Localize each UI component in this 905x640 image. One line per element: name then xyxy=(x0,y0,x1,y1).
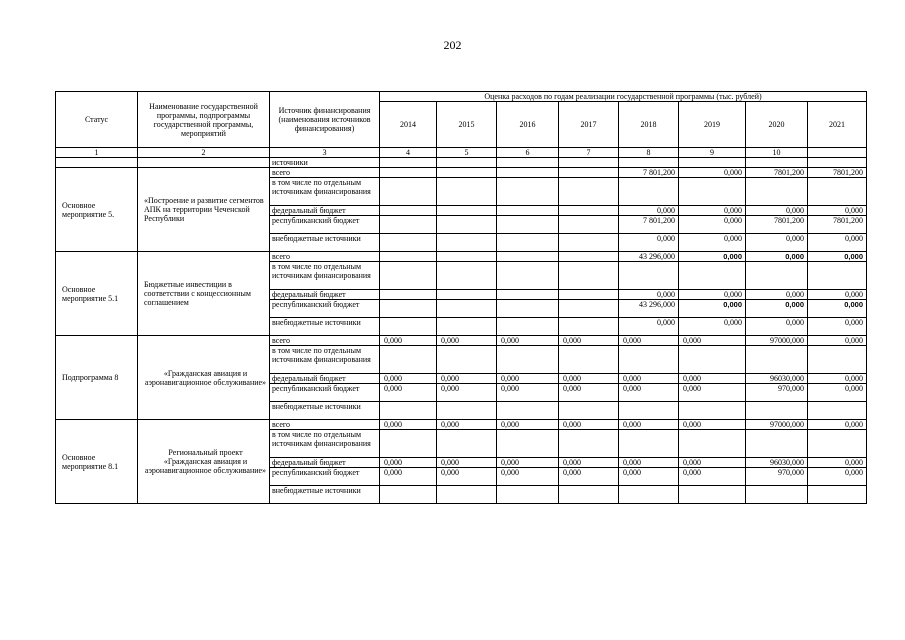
value-cell xyxy=(808,262,867,290)
source-cell: в том числе по отдельным источникам финансирования xyxy=(270,262,380,290)
column-index-cell: 3 xyxy=(270,148,380,158)
value-cell xyxy=(497,430,559,458)
value-cell xyxy=(679,486,746,504)
value-cell: 0,000 xyxy=(619,374,679,384)
value-cell: 0,000 xyxy=(679,168,746,178)
value-cell: 43 296,000 xyxy=(619,252,679,262)
value-cell xyxy=(559,216,619,234)
value-cell: 0,000 xyxy=(746,318,808,336)
value-cell xyxy=(437,216,497,234)
value-cell: 0,000 xyxy=(619,468,679,486)
value-cell: 0,000 xyxy=(746,234,808,252)
value-cell xyxy=(380,318,437,336)
value-cell xyxy=(619,486,679,504)
value-cell xyxy=(380,430,437,458)
value-cell xyxy=(559,262,619,290)
value-cell: 0,000 xyxy=(808,252,867,262)
header-year: 2019 xyxy=(679,102,746,148)
name-cell: Бюджетные инвестиции в соответствии с концессионным соглашением xyxy=(138,252,270,336)
value-cell: 0,000 xyxy=(437,336,497,346)
value-cell: 0,000 xyxy=(808,420,867,430)
value-cell xyxy=(497,290,559,300)
value-cell xyxy=(679,262,746,290)
source-cell: в том числе по отдельным источникам финансирования xyxy=(270,346,380,374)
source-cell: всего xyxy=(270,252,380,262)
column-index-cell: 7 xyxy=(559,148,619,158)
value-cell: 0,000 xyxy=(380,336,437,346)
value-cell: 0,000 xyxy=(746,252,808,262)
value-cell: 0,000 xyxy=(679,384,746,402)
value-cell: 0,000 xyxy=(808,374,867,384)
value-cell: 0,000 xyxy=(679,216,746,234)
value-cell xyxy=(380,216,437,234)
source-cell: внебюджетные источники xyxy=(270,402,380,420)
header-year: 2020 xyxy=(746,102,808,148)
source-cell: республиканский бюджет xyxy=(270,384,380,402)
header-year: 2018 xyxy=(619,102,679,148)
value-cell xyxy=(746,402,808,420)
column-index-cell: 10 xyxy=(746,148,808,158)
value-cell: 0,000 xyxy=(437,458,497,468)
value-cell xyxy=(437,252,497,262)
header-year: 2015 xyxy=(437,102,497,148)
value-cell: 0,000 xyxy=(559,468,619,486)
source-cell: источники xyxy=(270,158,380,168)
value-cell: 0,000 xyxy=(497,384,559,402)
value-cell xyxy=(746,262,808,290)
value-cell xyxy=(437,318,497,336)
value-cell xyxy=(497,206,559,216)
source-cell: в том числе по отдельным источникам финансирования xyxy=(270,430,380,458)
value-cell: 0,000 xyxy=(679,234,746,252)
table-row xyxy=(56,252,867,262)
value-cell: 0,000 xyxy=(437,374,497,384)
value-cell xyxy=(380,402,437,420)
value-cell: 0,000 xyxy=(497,374,559,384)
value-cell: 0,000 xyxy=(808,206,867,216)
column-index-row xyxy=(56,148,867,158)
value-cell xyxy=(380,486,437,504)
value-cell xyxy=(559,234,619,252)
value-cell xyxy=(679,178,746,206)
value-cell: 0,000 xyxy=(619,318,679,336)
value-cell xyxy=(437,206,497,216)
source-cell: внебюджетные источники xyxy=(270,234,380,252)
source-cell: в том числе по отдельным источникам финансирования xyxy=(270,178,380,206)
header-year: 2016 xyxy=(497,102,559,148)
value-cell xyxy=(380,206,437,216)
value-cell: 0,000 xyxy=(437,384,497,402)
value-cell: 0,000 xyxy=(746,290,808,300)
value-cell: 0,000 xyxy=(679,206,746,216)
value-cell: 0,000 xyxy=(559,458,619,468)
value-cell: 0,000 xyxy=(679,336,746,346)
name-cell: Региональный проект «Гражданская авиация и аэронавигационное обслуживание» xyxy=(138,420,270,504)
column-index-cell: 5 xyxy=(437,148,497,158)
value-cell: 0,000 xyxy=(619,206,679,216)
value-cell xyxy=(437,300,497,318)
header-name: Наименование государственной программы, подпрограммы государственной программы, мероприятий xyxy=(138,92,270,148)
table-row xyxy=(56,336,867,346)
value-cell: 0,000 xyxy=(497,468,559,486)
value-cell: 0,000 xyxy=(808,458,867,468)
value-cell xyxy=(808,178,867,206)
value-cell xyxy=(380,300,437,318)
value-cell: 7 801,200 xyxy=(619,216,679,234)
header-source: Источник финансирования (наименования источников финансирования) xyxy=(270,92,380,148)
value-cell: 7801,200 xyxy=(746,168,808,178)
value-cell xyxy=(559,290,619,300)
value-cell: 0,000 xyxy=(679,300,746,318)
value-cell: 0,000 xyxy=(437,468,497,486)
value-cell: 0,000 xyxy=(808,290,867,300)
column-index-cell: 1 xyxy=(56,148,138,158)
header-estimate: Оценка расходов по годам реализации государственной программы (тыс. рублей) xyxy=(380,92,867,102)
value-cell xyxy=(619,430,679,458)
value-cell xyxy=(808,430,867,458)
value-cell xyxy=(497,486,559,504)
value-cell xyxy=(497,402,559,420)
value-cell: 7801,200 xyxy=(808,168,867,178)
value-cell xyxy=(559,168,619,178)
value-cell xyxy=(679,402,746,420)
source-cell: всего xyxy=(270,420,380,430)
value-cell: 97000,000 xyxy=(746,420,808,430)
value-cell: 0,000 xyxy=(559,420,619,430)
column-index-cell: 6 xyxy=(497,148,559,158)
value-cell: 0,000 xyxy=(559,384,619,402)
name-cell: «Построение и развитие сегментов АПК на территории Чеченской Республики xyxy=(138,168,270,252)
value-cell xyxy=(437,262,497,290)
source-cell: внебюджетные источники xyxy=(270,318,380,336)
status-cell: Основное мероприятие 8.1 xyxy=(56,420,138,504)
value-cell xyxy=(619,262,679,290)
value-cell xyxy=(437,168,497,178)
value-cell xyxy=(497,346,559,374)
expenditure-table xyxy=(55,91,867,504)
value-cell xyxy=(497,300,559,318)
value-cell: 0,000 xyxy=(808,234,867,252)
page-number: 202 xyxy=(443,38,462,52)
source-cell: всего xyxy=(270,168,380,178)
source-cell: республиканский бюджет xyxy=(270,216,380,234)
value-cell xyxy=(380,234,437,252)
value-cell: 0,000 xyxy=(619,336,679,346)
column-index-cell xyxy=(808,148,867,158)
value-cell: 0,000 xyxy=(679,290,746,300)
value-cell: 0,000 xyxy=(808,336,867,346)
value-cell: 0,000 xyxy=(380,374,437,384)
table-body xyxy=(56,148,867,504)
value-cell xyxy=(437,346,497,374)
value-cell xyxy=(497,234,559,252)
value-cell: 0,000 xyxy=(679,468,746,486)
value-cell: 0,000 xyxy=(808,384,867,402)
value-cell: 0,000 xyxy=(497,420,559,430)
table-header xyxy=(56,92,867,148)
value-cell: 0,000 xyxy=(559,374,619,384)
value-cell xyxy=(437,178,497,206)
value-cell xyxy=(380,262,437,290)
value-cell xyxy=(559,346,619,374)
value-cell: 43 296,000 xyxy=(619,300,679,318)
value-cell: 0,000 xyxy=(619,384,679,402)
carry-over-row xyxy=(56,158,867,168)
value-cell: 0,000 xyxy=(380,458,437,468)
value-cell: 0,000 xyxy=(808,318,867,336)
value-cell: 0,000 xyxy=(437,420,497,430)
value-cell: 97000,000 xyxy=(746,336,808,346)
value-cell: 0,000 xyxy=(679,458,746,468)
column-index-cell: 4 xyxy=(380,148,437,158)
value-cell xyxy=(380,178,437,206)
value-cell xyxy=(497,216,559,234)
value-cell xyxy=(619,178,679,206)
value-cell xyxy=(746,486,808,504)
value-cell xyxy=(619,346,679,374)
value-cell: 7801,200 xyxy=(808,216,867,234)
value-cell: 0,000 xyxy=(808,468,867,486)
value-cell: 0,000 xyxy=(808,300,867,318)
source-cell: внебюджетные источники xyxy=(270,486,380,504)
value-cell xyxy=(559,486,619,504)
value-cell xyxy=(559,430,619,458)
value-cell xyxy=(559,300,619,318)
value-cell: 0,000 xyxy=(497,458,559,468)
value-cell xyxy=(679,430,746,458)
value-cell xyxy=(437,290,497,300)
name-cell: «Гражданская авиация и аэронавигационное обслуживание» xyxy=(138,336,270,420)
source-cell: республиканский бюджет xyxy=(270,468,380,486)
column-index-cell: 9 xyxy=(679,148,746,158)
value-cell xyxy=(746,430,808,458)
value-cell: 970,000 xyxy=(746,384,808,402)
value-cell xyxy=(380,168,437,178)
value-cell xyxy=(559,206,619,216)
table-row xyxy=(56,168,867,178)
value-cell: 970,000 xyxy=(746,468,808,486)
source-cell: республиканский бюджет xyxy=(270,300,380,318)
value-cell xyxy=(437,486,497,504)
value-cell xyxy=(497,178,559,206)
value-cell: 0,000 xyxy=(679,374,746,384)
value-cell: 0,000 xyxy=(679,252,746,262)
value-cell: 0,000 xyxy=(679,420,746,430)
value-cell xyxy=(437,430,497,458)
value-cell: 0,000 xyxy=(380,420,437,430)
value-cell: 0,000 xyxy=(380,384,437,402)
source-cell: федеральный бюджет xyxy=(270,374,380,384)
value-cell xyxy=(619,402,679,420)
value-cell: 0,000 xyxy=(679,318,746,336)
value-cell xyxy=(497,318,559,336)
value-cell xyxy=(380,290,437,300)
value-cell: 0,000 xyxy=(380,468,437,486)
value-cell: 96030,000 xyxy=(746,374,808,384)
value-cell: 0,000 xyxy=(559,336,619,346)
value-cell xyxy=(559,252,619,262)
value-cell: 0,000 xyxy=(746,300,808,318)
value-cell: 7801,200 xyxy=(746,216,808,234)
value-cell: 0,000 xyxy=(619,458,679,468)
value-cell xyxy=(380,252,437,262)
value-cell: 0,000 xyxy=(497,336,559,346)
value-cell xyxy=(746,178,808,206)
header-status: Статус xyxy=(56,92,138,148)
value-cell: 0,000 xyxy=(619,290,679,300)
value-cell: 0,000 xyxy=(619,420,679,430)
value-cell xyxy=(497,252,559,262)
value-cell: 7 801,200 xyxy=(619,168,679,178)
value-cell xyxy=(497,262,559,290)
header-year: 2021 xyxy=(808,102,867,148)
value-cell xyxy=(559,178,619,206)
value-cell xyxy=(679,346,746,374)
source-cell: федеральный бюджет xyxy=(270,458,380,468)
value-cell xyxy=(437,234,497,252)
value-cell xyxy=(808,346,867,374)
value-cell xyxy=(808,486,867,504)
header-year: 2014 xyxy=(380,102,437,148)
value-cell xyxy=(497,168,559,178)
value-cell xyxy=(559,318,619,336)
status-cell: Основное мероприятие 5.1 xyxy=(56,252,138,336)
status-cell: Основное мероприятие 5. xyxy=(56,168,138,252)
value-cell xyxy=(808,402,867,420)
header-year: 2017 xyxy=(559,102,619,148)
status-cell: Подпрограмма 8 xyxy=(56,336,138,420)
value-cell: 0,000 xyxy=(746,206,808,216)
source-cell: федеральный бюджет xyxy=(270,206,380,216)
value-cell xyxy=(380,346,437,374)
table-row xyxy=(56,420,867,430)
value-cell: 96030,000 xyxy=(746,458,808,468)
column-index-cell: 2 xyxy=(138,148,270,158)
value-cell xyxy=(746,346,808,374)
value-cell: 0,000 xyxy=(619,234,679,252)
source-cell: федеральный бюджет xyxy=(270,290,380,300)
value-cell xyxy=(437,402,497,420)
value-cell xyxy=(559,402,619,420)
column-index-cell: 8 xyxy=(619,148,679,158)
source-cell: всего xyxy=(270,336,380,346)
